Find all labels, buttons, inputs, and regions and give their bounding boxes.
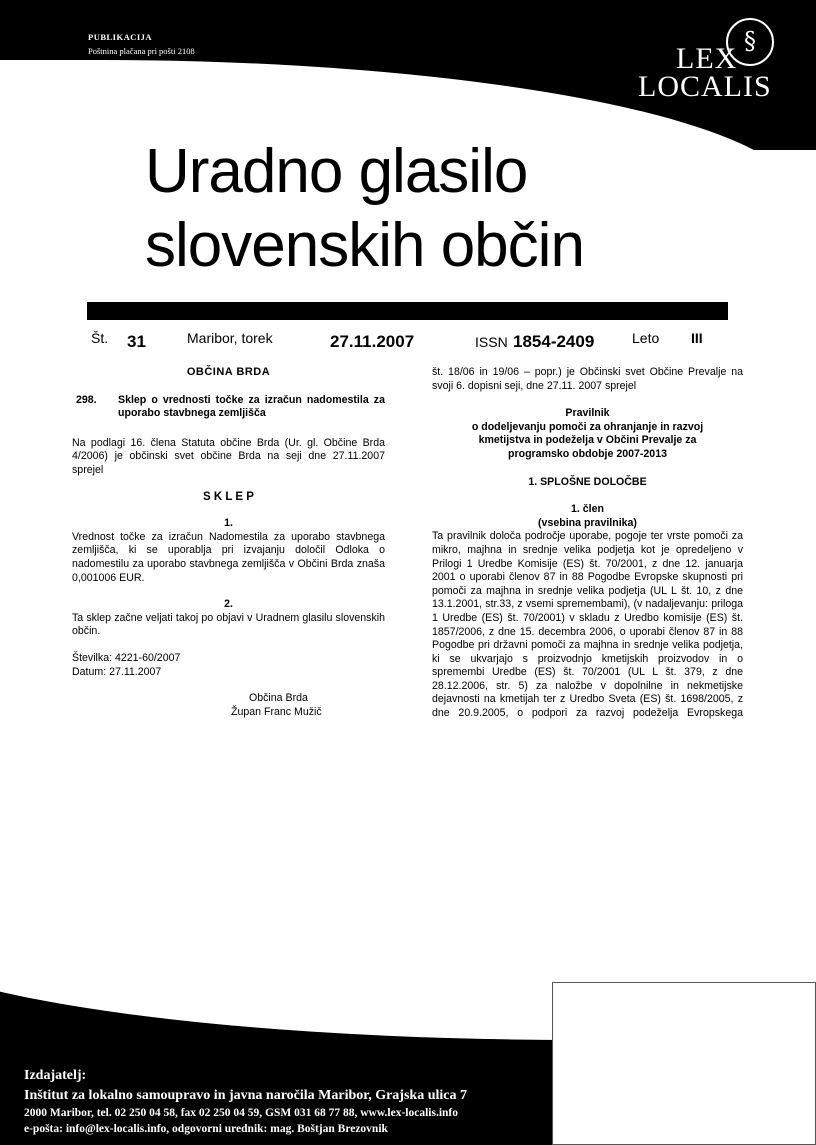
item-title: Sklep o vrednosti točke za izračun nadomestila za uporabo stavbnega zemljišča	[118, 393, 385, 420]
logo-word-lex: LEX	[676, 42, 738, 75]
logo-word-localis: LOCALIS	[638, 70, 772, 103]
issue-number: 31	[127, 332, 146, 351]
publisher-contact: 2000 Maribor, tel. 02 250 04 58, fax 02 250 04 59, GSM 031 68 77 88, www.lex-localis.info	[24, 1107, 458, 1119]
blank-box	[552, 982, 816, 1145]
article-text: Vrednost točke za izračun Nadomestila za uporabo stavbnega zemljišča, ki se uporablja pri izvajanju določil Odloka o nadomestilu za uporabo stavbnega zemljišča v Občini Brda znaša 0,001006 EUR.	[72, 530, 385, 584]
sklep-heading: S K L E P	[203, 490, 254, 503]
article-number: 1.	[224, 517, 233, 530]
lex-localis-logo	[628, 18, 788, 108]
section-heading: 1. SPLOŠNE DOLOČBE	[528, 475, 647, 488]
publisher-label: Izdajatelj:	[24, 1068, 87, 1083]
publisher-info	[24, 1066, 467, 1137]
title-rule	[87, 302, 728, 320]
document-number: Številka: 4221-60/2007	[72, 651, 181, 664]
signature-municipality: Občina Brda	[249, 692, 308, 705]
signature-mayor: Župan Franc Mužič	[231, 705, 322, 718]
clause-name: (vsebina pravilnika)	[538, 516, 637, 529]
document-title: Pravilnik	[565, 407, 610, 420]
publication-label: PUBLIKACIJA	[88, 32, 153, 42]
issue-place-day: Maribor, torek	[187, 330, 273, 346]
paragraph-symbol-icon: §	[726, 18, 774, 66]
article-text: Ta sklep začne veljati takoj po objavi v Uradnem glasilu slovenskih občin.	[72, 611, 385, 638]
issue-date: 27.11.2007	[330, 332, 415, 351]
publisher-name: Inštitut za lokalno samoupravo in javna naročila Maribor, Grajska ulica 7	[24, 1088, 467, 1103]
issn-label: ISSN	[475, 334, 508, 350]
item-number: 298.	[76, 393, 97, 406]
municipality-heading: OBČINA BRDA	[186, 366, 271, 378]
article-number: 2.	[224, 598, 233, 611]
document-date: Datum: 27.11.2007	[72, 665, 162, 678]
clause-number: 1. člen	[571, 503, 604, 516]
item-intro: Na podlagi 16. člena Statuta občine Brda (Ur. gl. Občine Brda 4/2006) je občinski svet občine Brda na seji dne 27.11.2007 sprejel	[72, 436, 385, 476]
document-subtitle: o dodeljevanju pomoči za ohranjanje in razvoj kmetijstva in podeželja v Občini Prevalje za programsko obdobje 2007-2013	[471, 420, 704, 460]
intro-continuation: št. 18/06 in 19/06 – popr.) je Občinski svet Občine Prevalje na svoji 6. dopisni seji, dne 27.11. 2007 sprejel	[432, 366, 743, 392]
clause-text: Ta pravilnik določa področje uporabe, pogoje ter vrste pomoči za mikro, majhna in srednje velika podjetja kot je opredeljeno v Prilogi 1 Uredbe Komisije (ES) št. 70/2001, z dne 12. januarja 2001 o uporabi členov 87 in 88 Pogodbe Evropske skupnosti pri pomoči za majhna in srednje velika podjetja (UL L št. 10, z dne 13.1.2001, str.33, z vsemi spremembami), (v nadaljevanju: priloga 1 Uredbe (ES) št. 70/2001) v skladu z Uredbo komisije (ES) št. 1857/2006, z dne 15. decembra 2006, o uporabi členov 87 in 88 Pogodbe pri državni pomoči za majhna in srednje velika podjetja, ki se ukvarjajo s proizvodnjo kmetijskih proizvodov in o spremembi Uredbe (ES) št. 70/2001 (UL L št. 379, z dne 28.12.2006, str. 5) za naložbe v dopolnilne in nekmetijske dejavnosti na kmetijah ter z Uredbo Sveta (ES) št. 1698/2005, z dne 20.9.2005, o podpori za razvoj podeželja Evropskega	[432, 530, 743, 720]
postage-note: Poštnina plačana pri pošti 2108	[88, 46, 195, 56]
leto-value: III	[691, 330, 703, 346]
issue-st-label: Št.	[91, 330, 109, 346]
item-298	[72, 394, 385, 421]
leto-label: Leto	[632, 330, 660, 346]
journal-title-line1: Uradno glasilo	[145, 137, 528, 206]
journal-title-line2: slovenskih občin	[145, 211, 584, 280]
journal-title	[145, 135, 705, 283]
publisher-email: e-pošta: info@lex-localis.info, odgovorni urednik: mag. Boštjan Brezovnik	[24, 1122, 388, 1135]
issn-number: 1854-2409	[513, 332, 595, 351]
publication-info	[88, 30, 195, 58]
